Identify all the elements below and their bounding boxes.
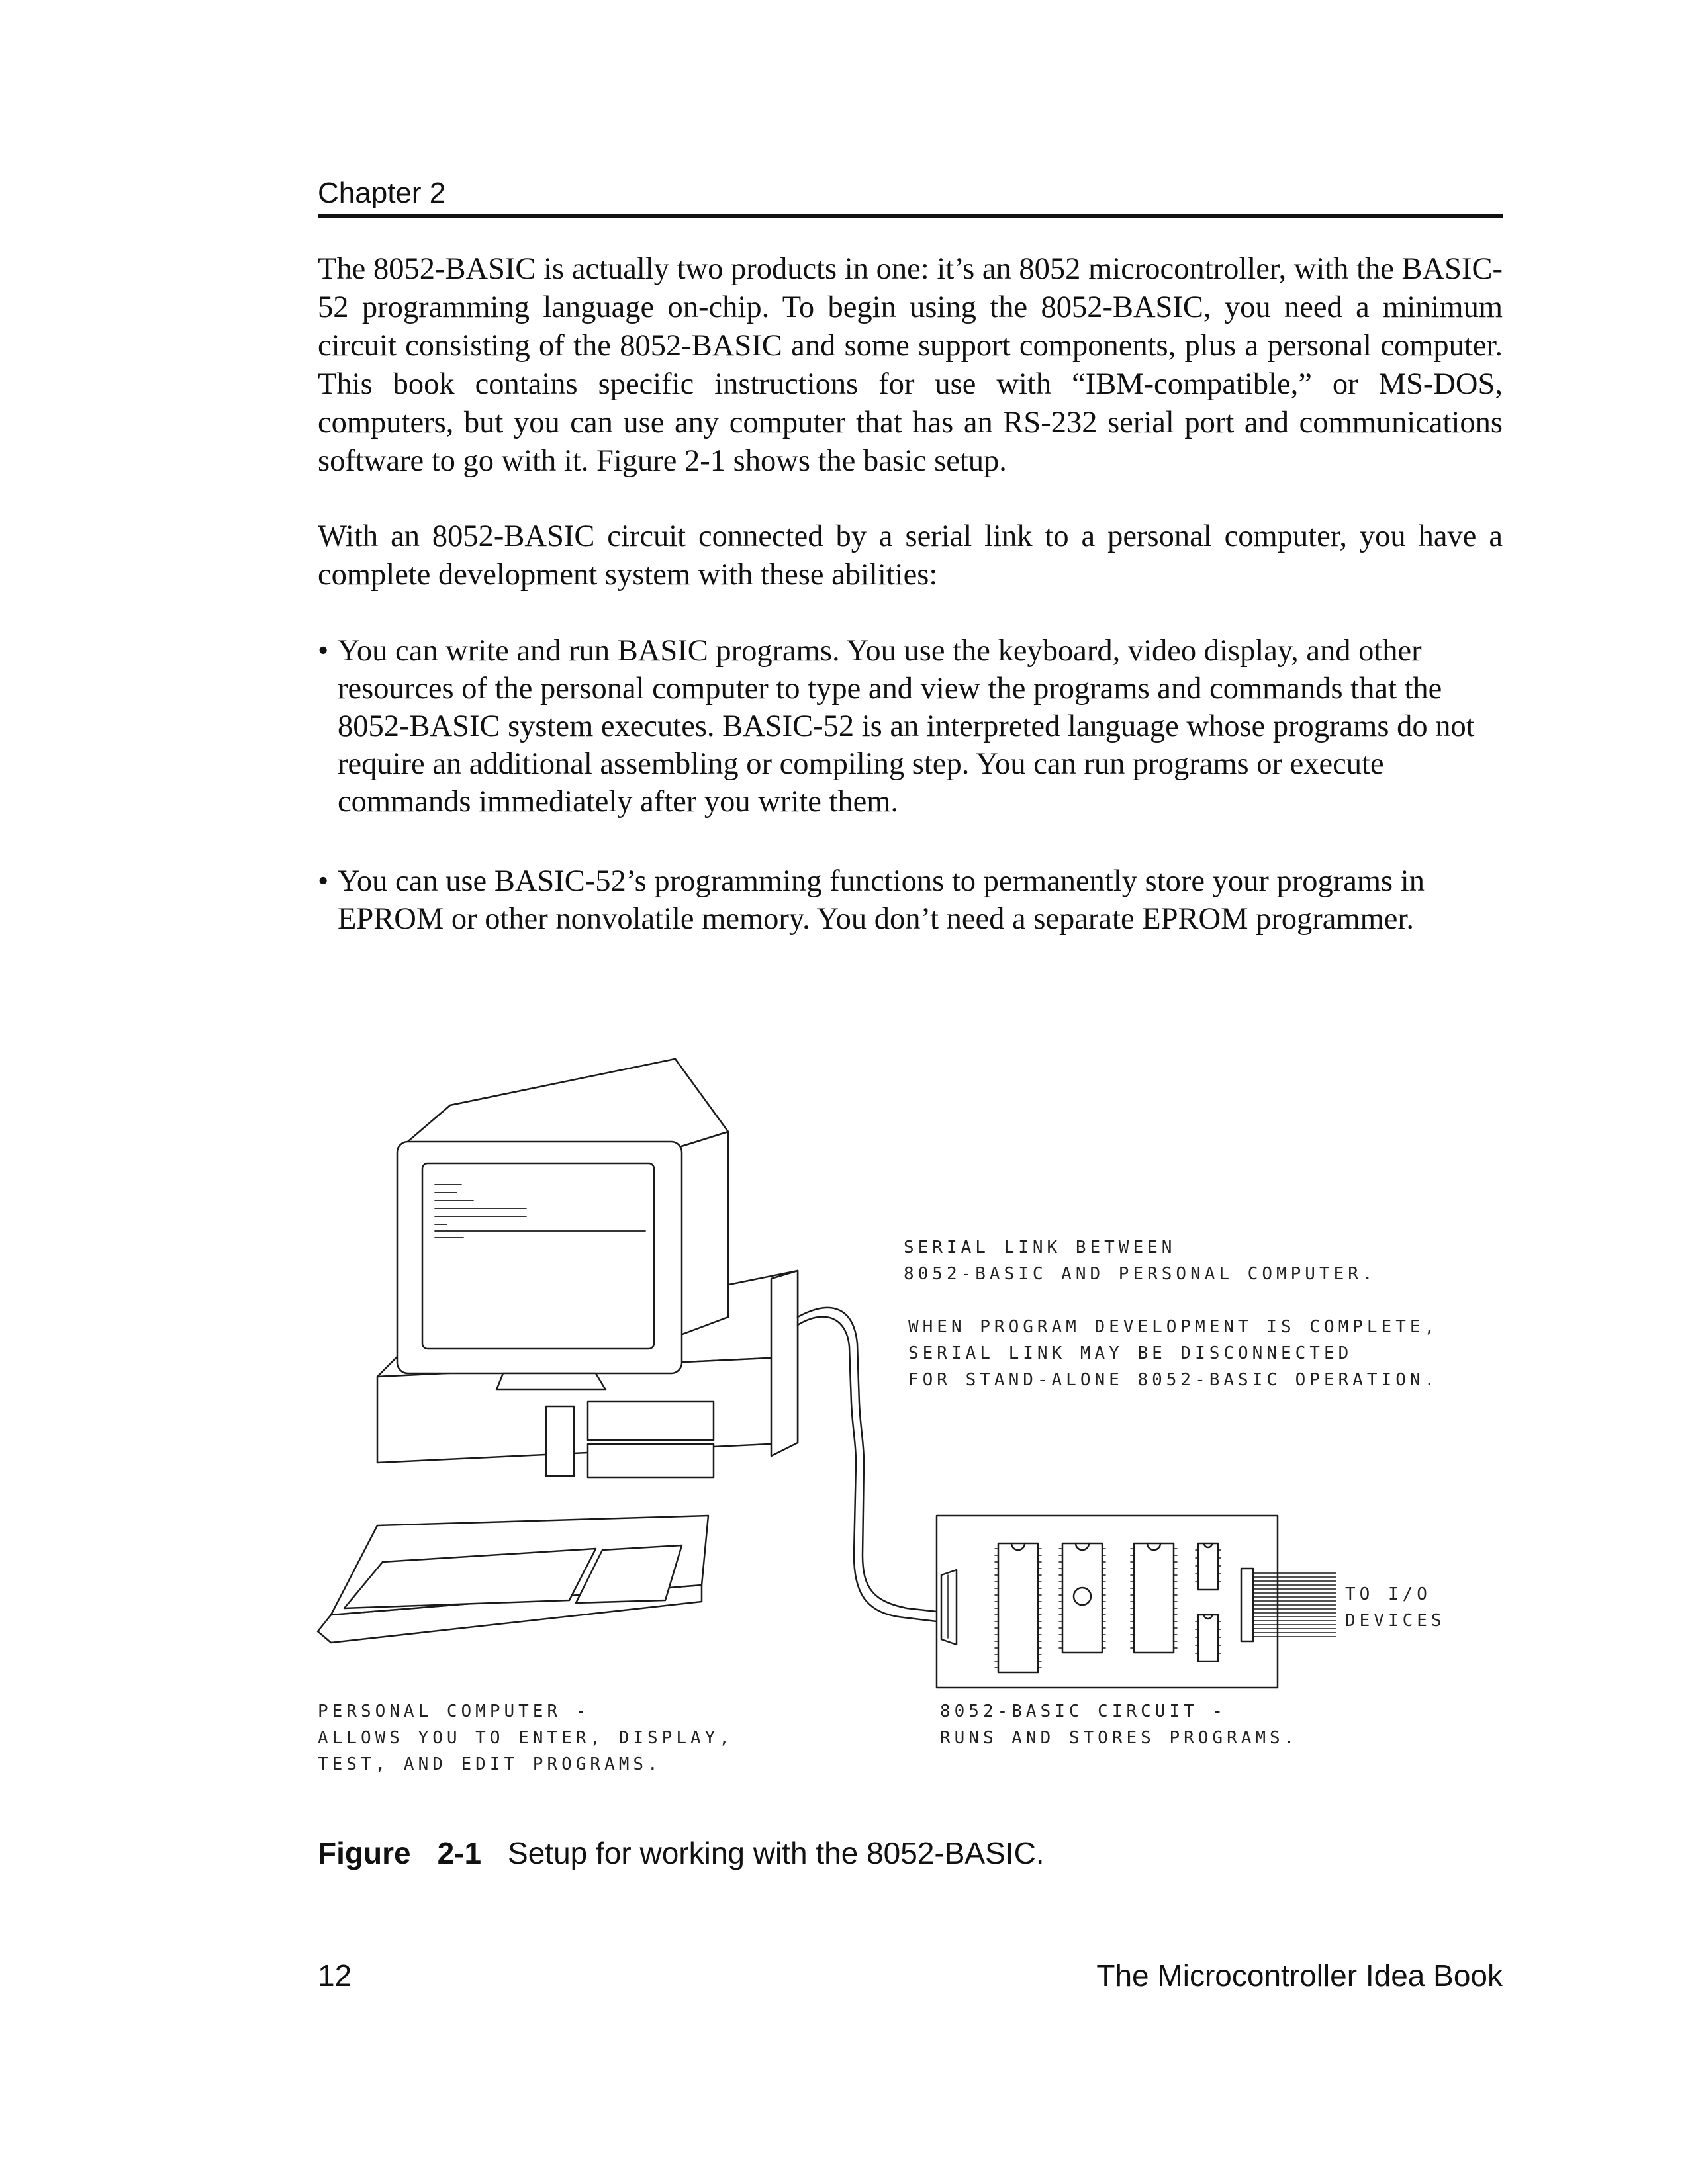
bullet-text: You can write and run BASIC programs. You use the keyboard, video display, and other resources of the personal computer to type and view the programs and commands that the 8052-BASIC system executes. BASIC-52 is an interpreted language whose programs do not require an additional assembling or compiling step. You can run programs or execute commands immediately after you write them.	[338, 634, 1475, 819]
figure-setup-illustration	[305, 1032, 1523, 1780]
body-paragraph-1: The 8052-BASIC is actually two products in one: it’s an 8052 microcontroller, with the BASIC-52 programming language on-chip. To begin using the 8052-BASIC, you need a minimum circuit consisting of the 8052-BASIC and some support components, plus a personal computer. This book contains specific instructions for use with “IBM-compatible,” or MS-DOS, computers, but you can use any computer that has an RS-232 serial port and communications software to go with it. Figure 2-1 shows the basic setup.	[318, 252, 1503, 478]
personal-computer-drawing	[318, 1059, 798, 1643]
serial-link-label: SERIAL LINK BETWEEN 8052-BASIC AND PERSONAL COMPUTER.	[904, 1238, 1377, 1284]
bullet-item-1	[318, 632, 1503, 821]
page-number: 12	[318, 1958, 352, 1993]
figure-number: Figure 2-1	[318, 1836, 482, 1870]
io-devices-label: TO I/O DEVICES	[1345, 1584, 1446, 1631]
bullet-item-2	[318, 862, 1503, 938]
development-label: WHEN PROGRAM DEVELOPMENT IS COMPLETE, SERIAL LINK MAY BE DISCONNECTED FOR STAND-ALONE 8052-BASIC OPERATION.	[908, 1317, 1439, 1390]
bullet-marker: •	[318, 864, 329, 898]
body-paragraph-2: With an 8052-BASIC circuit connected by a serial link to a personal computer, you have a complete development system with these abilities:	[318, 520, 1503, 592]
figure-caption	[318, 1833, 1045, 1873]
bullet-marker: •	[318, 634, 329, 668]
circuit-board-drawing	[937, 1516, 1336, 1688]
chapter-header: Chapter 2	[318, 173, 1503, 218]
book-title: The Microcontroller Idea Book	[1096, 1958, 1503, 1993]
personal-computer-label: PERSONAL COMPUTER - ALLOWS YOU TO ENTER, DISPLAY, TEST, AND EDIT PROGRAMS.	[318, 1702, 733, 1774]
circuit-label: 8052-BASIC CIRCUIT - RUNS AND STORES PROGRAMS.	[940, 1702, 1299, 1748]
figure-caption-text: Setup for working with the 8052-BASIC.	[508, 1836, 1045, 1870]
bullet-text: You can use BASIC-52’s programming functions to permanently store your programs in EPROM or other nonvolatile memory. You don’t need a separate EPROM programmer.	[338, 864, 1425, 936]
